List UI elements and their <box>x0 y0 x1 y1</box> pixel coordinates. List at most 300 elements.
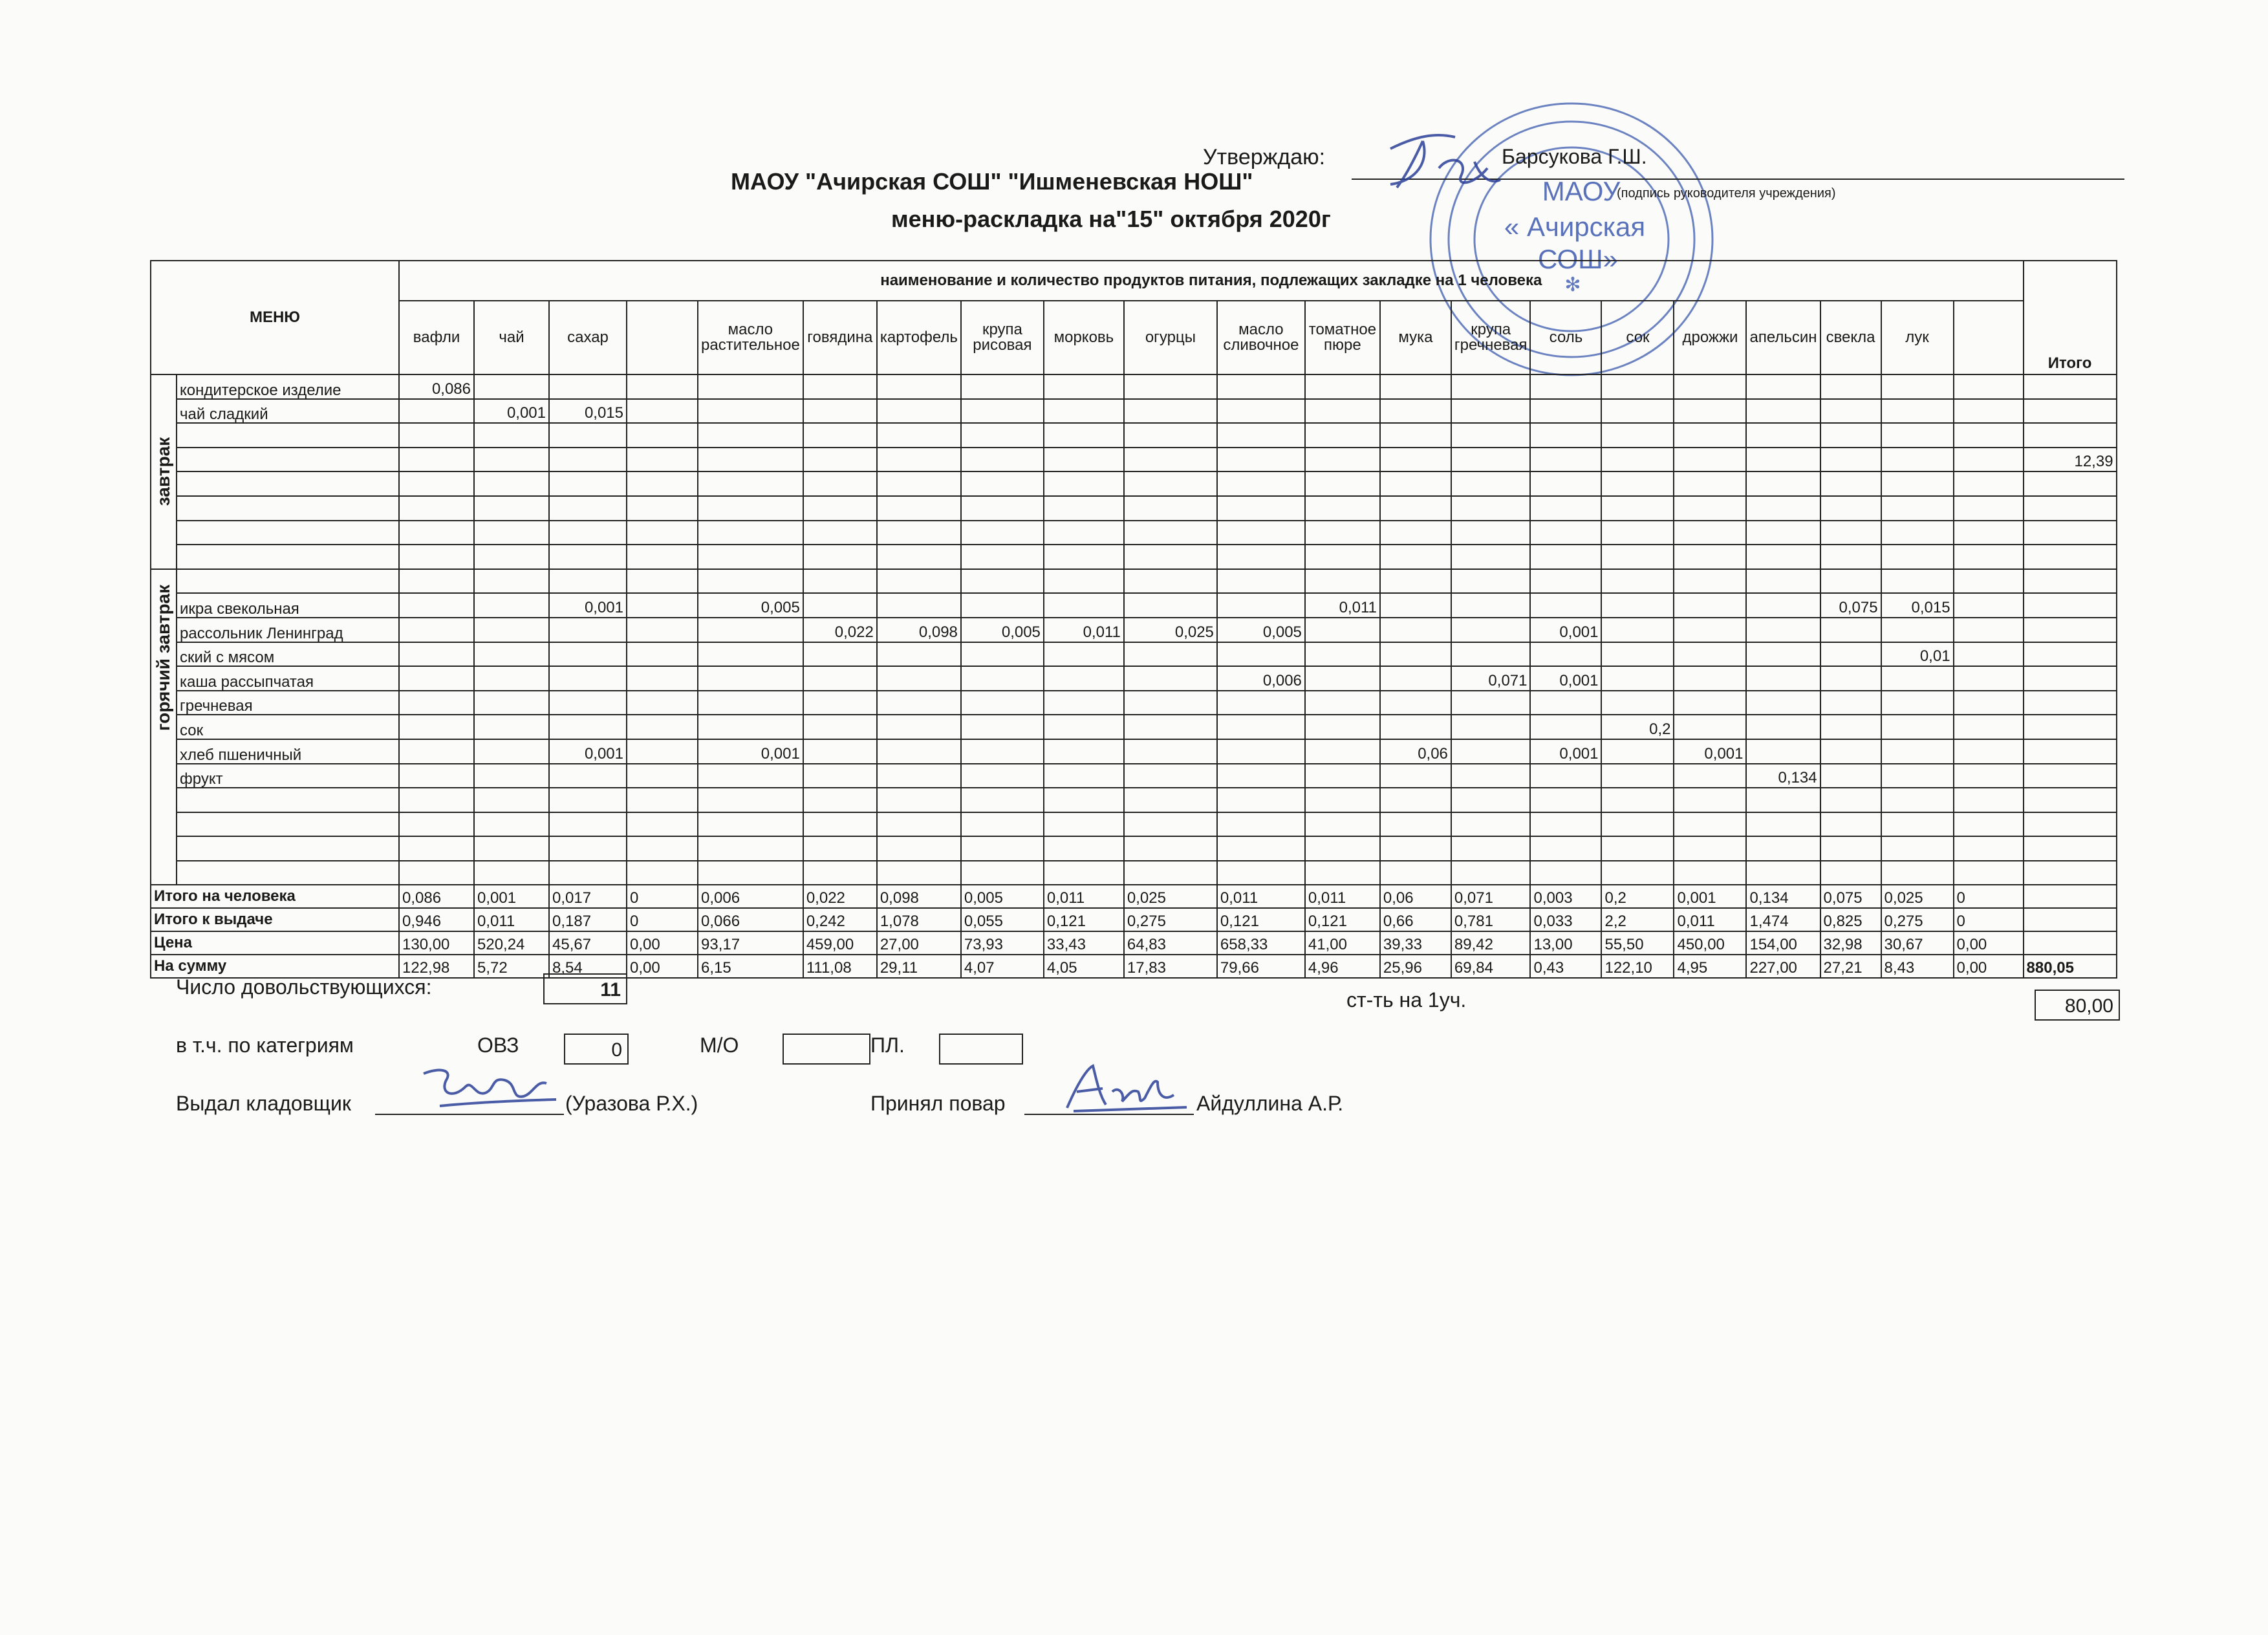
quantity-cell <box>1674 642 1746 667</box>
summary-cell: 0,011 <box>474 908 549 931</box>
quantity-cell <box>1881 812 1954 837</box>
summary-cell: 93,17 <box>698 931 803 955</box>
summary-cell: 0,006 <box>698 885 803 908</box>
quantity-cell <box>549 471 627 496</box>
quantity-cell <box>1124 666 1217 691</box>
summary-cell: 227,00 <box>1746 955 1820 978</box>
quantity-cell <box>1530 423 1601 448</box>
quantity-cell <box>1954 836 2024 861</box>
quantity-cell <box>1380 448 1451 472</box>
quantity-cell <box>1305 836 1380 861</box>
quantity-cell <box>1451 739 1531 764</box>
quantity-cell <box>1380 374 1451 399</box>
quantity-cell <box>1820 448 1881 472</box>
summary-cell: 1,474 <box>1746 908 1820 931</box>
quantity-cell <box>1746 691 1820 715</box>
menu-table <box>150 260 2117 979</box>
quantity-cell <box>877 666 961 691</box>
summary-cell: 122,98 <box>399 955 474 978</box>
quantity-cell <box>1124 496 1217 521</box>
quantity-cell <box>1881 618 1954 642</box>
quantity-cell <box>399 691 474 715</box>
table-row <box>151 642 2117 667</box>
quantity-cell <box>1451 423 1531 448</box>
quantity-cell <box>1674 423 1746 448</box>
quantity-cell <box>549 448 627 472</box>
quantity-cell <box>1601 691 1674 715</box>
quantity-cell <box>1601 448 1674 472</box>
quantity-cell <box>1044 496 1124 521</box>
summary-row <box>151 885 2117 908</box>
quantity-cell <box>549 666 627 691</box>
quantity-cell <box>474 374 549 399</box>
row-total <box>2024 691 2117 715</box>
quantity-cell <box>399 569 474 594</box>
quantity-cell <box>1044 691 1124 715</box>
summary-cell: 0,066 <box>698 908 803 931</box>
product-header: соль <box>1530 301 1601 374</box>
quantity-cell <box>399 764 474 788</box>
summary-cell: 0,071 <box>1451 885 1531 908</box>
total-header: Итого <box>2024 261 2117 374</box>
quantity-cell <box>549 788 627 812</box>
dish-name: чай сладкий <box>177 399 399 424</box>
quantity-cell <box>1746 836 1820 861</box>
quantity-cell <box>803 496 877 521</box>
quantity-cell <box>961 812 1044 837</box>
quantity-cell <box>877 545 961 569</box>
quantity-cell <box>1217 739 1305 764</box>
quantity-cell <box>474 691 549 715</box>
quantity-cell <box>1451 593 1531 618</box>
quantity-cell <box>627 739 698 764</box>
summary-cell: 0,011 <box>1305 885 1380 908</box>
quantity-cell <box>399 471 474 496</box>
document-title: меню-раскладка на"15" октября 2020г <box>891 206 1331 232</box>
quantity-cell <box>1044 521 1124 545</box>
quantity-cell <box>474 836 549 861</box>
quantity-cell <box>1305 618 1380 642</box>
summary-label: Итого к выдаче <box>151 908 399 931</box>
quantity-cell <box>1674 691 1746 715</box>
table-row <box>151 521 2117 545</box>
quantity-cell: 0,022 <box>803 618 877 642</box>
quantity-cell <box>1746 423 1820 448</box>
quantity-cell <box>698 666 803 691</box>
quantity-cell <box>1380 423 1451 448</box>
quantity-cell <box>1380 715 1451 739</box>
row-total <box>2024 764 2117 788</box>
quantity-cell <box>549 861 627 885</box>
summary-cell: 0 <box>627 885 698 908</box>
quantity-cell <box>961 642 1044 667</box>
quantity-cell: 0,001 <box>474 399 549 424</box>
category-hot-breakfast <box>151 569 177 885</box>
quantity-cell <box>474 521 549 545</box>
summary-cell: 0,075 <box>1820 885 1881 908</box>
quantity-cell <box>803 764 877 788</box>
quantity-cell <box>627 399 698 424</box>
quantity-cell <box>1746 715 1820 739</box>
dish-name: рассольник Ленинград <box>177 618 399 642</box>
row-total <box>2024 521 2117 545</box>
quantity-cell <box>627 521 698 545</box>
row-total <box>2024 374 2117 399</box>
dish-name: сок <box>177 715 399 739</box>
quantity-cell <box>1954 861 2024 885</box>
quantity-cell <box>961 545 1044 569</box>
quantity-cell <box>1601 399 1674 424</box>
stamp-line-1: МАОУ <box>1542 176 1621 206</box>
quantity-cell <box>803 739 877 764</box>
quantity-cell <box>1380 642 1451 667</box>
quantity-cell: 0,134 <box>1746 764 1820 788</box>
quantity-cell <box>1954 448 2024 472</box>
row-total <box>2024 836 2117 861</box>
quantity-cell <box>1820 666 1881 691</box>
quantity-cell: 0,001 <box>1530 739 1601 764</box>
quantity-cell <box>1380 691 1451 715</box>
quantity-cell <box>1601 521 1674 545</box>
quantity-cell <box>549 642 627 667</box>
quantity-cell <box>1044 471 1124 496</box>
quantity-cell <box>1124 399 1217 424</box>
quantity-cell <box>474 618 549 642</box>
table-row <box>151 423 2117 448</box>
quantity-cell <box>474 642 549 667</box>
quantity-cell <box>1674 545 1746 569</box>
quantity-cell <box>627 448 698 472</box>
products-header: наименование и количество продуктов питания, подлежащих закладке на 1 человека <box>399 261 2024 301</box>
quantity-cell <box>1746 545 1820 569</box>
table-row <box>151 715 2117 739</box>
quantity-cell <box>877 836 961 861</box>
quantity-cell <box>961 861 1044 885</box>
summary-cell: 0,017 <box>549 885 627 908</box>
row-total <box>2024 861 2117 885</box>
quantity-cell <box>1217 812 1305 837</box>
quantity-cell <box>1044 642 1124 667</box>
product-header <box>1954 301 2024 374</box>
quantity-cell <box>1954 521 2024 545</box>
quantity-cell <box>1820 739 1881 764</box>
quantity-cell <box>1954 691 2024 715</box>
quantity-cell <box>1820 521 1881 545</box>
quantity-cell <box>1674 812 1746 837</box>
summary-cell: 0,66 <box>1380 908 1451 931</box>
table-row <box>151 836 2117 861</box>
category-breakfast <box>151 374 177 569</box>
stamp-line-2: « Ачирская <box>1504 211 1646 242</box>
quantity-cell <box>1124 715 1217 739</box>
director-signature <box>1377 123 1507 194</box>
quantity-cell <box>803 593 877 618</box>
quantity-cell <box>1124 593 1217 618</box>
quantity-cell <box>803 569 877 594</box>
quantity-cell <box>1881 471 1954 496</box>
dish-name: хлеб пшеничный <box>177 739 399 764</box>
quantity-cell <box>961 448 1044 472</box>
summary-cell: 1,078 <box>877 908 961 931</box>
quantity-cell: 0,005 <box>698 593 803 618</box>
quantity-cell <box>627 642 698 667</box>
quantity-cell <box>1124 374 1217 399</box>
summary-cell: 8,43 <box>1881 955 1954 978</box>
quantity-cell <box>1124 423 1217 448</box>
row-total <box>2024 423 2117 448</box>
quantity-cell <box>627 374 698 399</box>
summary-cell: 0,005 <box>961 885 1044 908</box>
quantity-cell <box>803 691 877 715</box>
quantity-cell <box>1044 545 1124 569</box>
quantity-cell <box>1451 545 1531 569</box>
quantity-cell <box>1746 448 1820 472</box>
quantity-cell <box>1674 521 1746 545</box>
quantity-cell <box>1954 423 2024 448</box>
quantity-cell <box>1217 545 1305 569</box>
quantity-cell <box>877 642 961 667</box>
quantity-cell <box>474 788 549 812</box>
summary-cell: 0,003 <box>1530 885 1601 908</box>
quantity-cell <box>1674 448 1746 472</box>
quantity-cell <box>1820 374 1881 399</box>
dish-name <box>177 448 399 472</box>
quantity-cell <box>1601 471 1674 496</box>
summary-row <box>151 931 2117 955</box>
quantity-cell <box>1954 374 2024 399</box>
quantity-cell <box>1044 569 1124 594</box>
quantity-cell <box>1881 399 1954 424</box>
quantity-cell: 0,015 <box>549 399 627 424</box>
quantity-cell <box>698 521 803 545</box>
quantity-cell <box>1820 569 1881 594</box>
quantity-cell <box>1305 861 1380 885</box>
quantity-cell <box>1380 618 1451 642</box>
summary-total <box>2024 931 2117 955</box>
summary-total <box>2024 885 2117 908</box>
summary-cell: 0,011 <box>1674 908 1746 931</box>
ovz-value: 0 <box>564 1034 629 1065</box>
product-names-row <box>151 301 2117 374</box>
quantity-cell <box>1530 764 1601 788</box>
quantity-cell <box>1530 374 1601 399</box>
product-header: говядина <box>803 301 877 374</box>
table-row <box>151 764 2117 788</box>
quantity-cell <box>1305 399 1380 424</box>
quantity-cell <box>698 545 803 569</box>
summary-cell: 0,2 <box>1601 885 1674 908</box>
quantity-cell <box>1380 471 1451 496</box>
quantity-cell <box>1044 764 1124 788</box>
quantity-cell <box>1124 788 1217 812</box>
summary-cell: 0,025 <box>1881 885 1954 908</box>
quantity-cell <box>698 836 803 861</box>
summary-cell: 45,67 <box>549 931 627 955</box>
quantity-cell <box>1044 836 1124 861</box>
received-label: Принял повар <box>870 1092 1006 1115</box>
quantity-cell <box>1674 788 1746 812</box>
quantity-cell <box>627 812 698 837</box>
quantity-cell <box>803 666 877 691</box>
dish-name: каша рассыпчатая <box>177 666 399 691</box>
quantity-cell <box>803 374 877 399</box>
quantity-cell <box>698 399 803 424</box>
pl-value <box>939 1034 1023 1065</box>
product-header: сахар <box>549 301 627 374</box>
quantity-cell <box>698 812 803 837</box>
table-row <box>151 374 2117 399</box>
quantity-cell <box>1124 764 1217 788</box>
quantity-cell <box>1881 448 1954 472</box>
quantity-cell <box>698 642 803 667</box>
quantity-cell <box>627 569 698 594</box>
quantity-cell <box>627 593 698 618</box>
quantity-cell <box>1380 496 1451 521</box>
dish-name: ский с мясом <box>177 642 399 667</box>
summary-cell: 0,121 <box>1217 908 1305 931</box>
quantity-cell <box>1305 496 1380 521</box>
quantity-cell <box>399 399 474 424</box>
quantity-cell <box>1746 812 1820 837</box>
summary-row <box>151 908 2117 931</box>
quantity-cell <box>1305 788 1380 812</box>
table-row <box>151 666 2117 691</box>
quantity-cell <box>1380 764 1451 788</box>
approve-label: Утверждаю: <box>1203 145 1326 169</box>
quantity-cell <box>1954 788 2024 812</box>
mo-label: М/О <box>700 1034 739 1057</box>
issued-label: Выдал кладовщик <box>176 1092 351 1115</box>
quantity-cell <box>1044 448 1124 472</box>
summary-cell: 520,24 <box>474 931 549 955</box>
quantity-cell <box>1954 399 2024 424</box>
quantity-cell <box>1124 448 1217 472</box>
quantity-cell <box>1746 399 1820 424</box>
quantity-cell <box>961 593 1044 618</box>
table-row <box>151 448 2117 472</box>
quantity-cell <box>627 545 698 569</box>
quantity-cell: 0,005 <box>961 618 1044 642</box>
summary-cell: 73,93 <box>961 931 1044 955</box>
summary-cell: 17,83 <box>1124 955 1217 978</box>
quantity-cell <box>1451 399 1531 424</box>
quantity-cell <box>1820 861 1881 885</box>
quantity-cell <box>1954 569 2024 594</box>
quantity-cell <box>698 374 803 399</box>
product-header: мука <box>1380 301 1451 374</box>
received-name: Айдуллина А.Р. <box>1196 1092 1344 1115</box>
quantity-cell <box>1451 642 1531 667</box>
quantity-cell <box>1044 423 1124 448</box>
summary-cell: 32,98 <box>1820 931 1881 955</box>
quantity-cell <box>1451 374 1531 399</box>
quantity-cell <box>1305 471 1380 496</box>
quantity-cell <box>803 836 877 861</box>
summary-cell: 0,00 <box>627 955 698 978</box>
quantity-cell <box>627 666 698 691</box>
quantity-cell <box>1044 374 1124 399</box>
quantity-cell <box>1217 521 1305 545</box>
quantity-cell <box>1820 423 1881 448</box>
quantity-cell <box>698 496 803 521</box>
mo-value <box>783 1034 870 1065</box>
quantity-cell <box>549 715 627 739</box>
product-header: вафли <box>399 301 474 374</box>
cook-signature <box>1061 1059 1190 1121</box>
quantity-cell <box>474 666 549 691</box>
product-header: дрожжи <box>1674 301 1746 374</box>
summary-cell: 79,66 <box>1217 955 1305 978</box>
product-header: апельсин <box>1746 301 1820 374</box>
quantity-cell <box>1746 642 1820 667</box>
product-header: крупа рисовая <box>961 301 1044 374</box>
quantity-cell <box>1746 861 1820 885</box>
quantity-cell <box>627 691 698 715</box>
quantity-cell: 0,025 <box>1124 618 1217 642</box>
row-total <box>2024 618 2117 642</box>
quantity-cell <box>1820 691 1881 715</box>
svg-text:✻: ✻ <box>1564 274 1581 296</box>
quantity-cell <box>1674 569 1746 594</box>
quantity-cell <box>1124 691 1217 715</box>
quantity-cell <box>1820 788 1881 812</box>
summary-cell: 4,95 <box>1674 955 1746 978</box>
quantity-cell <box>474 423 549 448</box>
menu-header: МЕНЮ <box>151 261 399 374</box>
category-label: завтрак <box>153 437 173 506</box>
summary-cell: 0,098 <box>877 885 961 908</box>
stamp-line-3: СОШ» <box>1538 244 1618 274</box>
quantity-cell <box>1674 593 1746 618</box>
quantity-cell <box>803 788 877 812</box>
quantity-cell <box>803 448 877 472</box>
quantity-cell <box>399 593 474 618</box>
quantity-cell <box>399 861 474 885</box>
quantity-cell: 0,075 <box>1820 593 1881 618</box>
table-row <box>151 739 2117 764</box>
summary-cell: 5,72 <box>474 955 549 978</box>
summary-cell: 0,011 <box>1044 885 1124 908</box>
summary-cell: 0,275 <box>1881 908 1954 931</box>
summary-cell: 0,011 <box>1217 885 1305 908</box>
quantity-cell <box>1601 642 1674 667</box>
quantity-cell <box>1305 812 1380 837</box>
quantity-cell <box>1820 715 1881 739</box>
quantity-cell <box>549 521 627 545</box>
summary-cell: 0,121 <box>1305 908 1380 931</box>
table-row <box>151 496 2117 521</box>
quantity-cell <box>1305 569 1380 594</box>
quantity-cell <box>877 788 961 812</box>
summary-cell: 0,055 <box>961 908 1044 931</box>
quantity-cell: 0,001 <box>549 593 627 618</box>
quantity-cell <box>1530 836 1601 861</box>
quantity-cell <box>877 471 961 496</box>
quantity-cell <box>1820 545 1881 569</box>
pl-label: ПЛ. <box>870 1034 905 1057</box>
quantity-cell <box>961 666 1044 691</box>
quantity-cell <box>1881 569 1954 594</box>
summary-cell: 27,00 <box>877 931 961 955</box>
quantity-cell <box>1044 788 1124 812</box>
quantity-cell <box>549 569 627 594</box>
quantity-cell <box>549 374 627 399</box>
quantity-cell <box>1380 666 1451 691</box>
quantity-cell <box>698 471 803 496</box>
quantity-cell: 0,001 <box>1530 666 1601 691</box>
quantity-cell <box>1217 471 1305 496</box>
quantity-cell <box>1954 545 2024 569</box>
